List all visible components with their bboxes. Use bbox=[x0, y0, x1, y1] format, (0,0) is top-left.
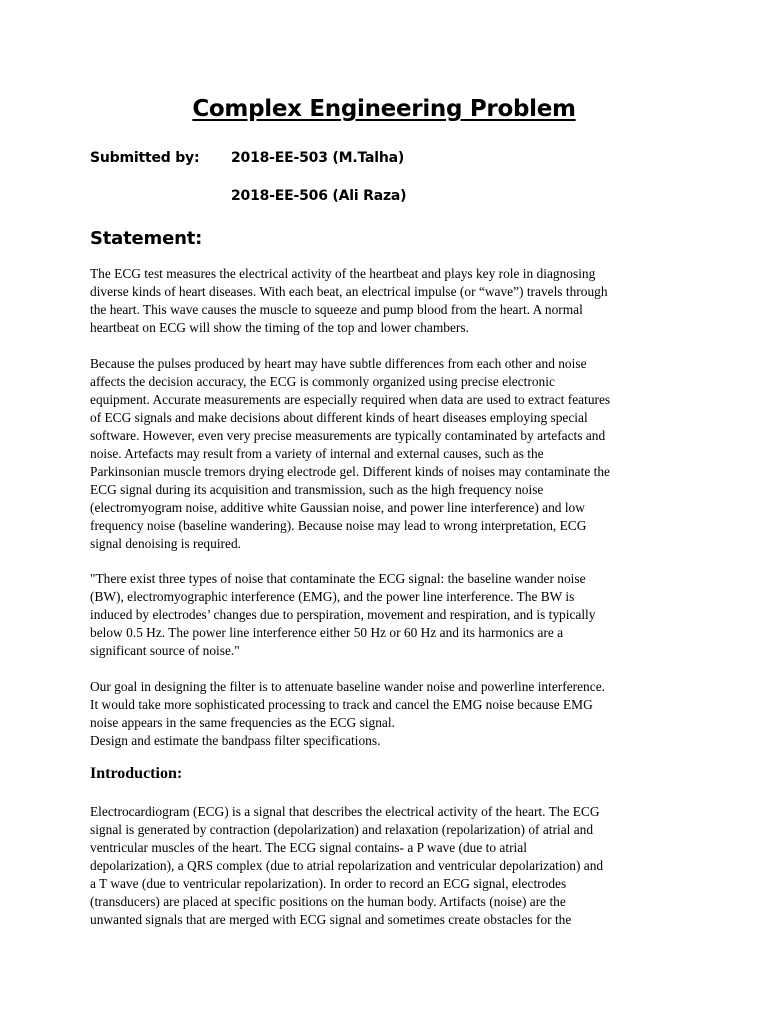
text-line: significant source of noise." bbox=[90, 643, 240, 658]
text-line: Design and estimate the bandpass filter specifications. bbox=[90, 733, 381, 748]
text-line: Our goal in designing the filter is to attenuate baseline wander noise and powerline interference. bbox=[90, 679, 605, 694]
text-line: (transducers) are placed at specific positions on the human body. Artifacts (noise) are the bbox=[90, 894, 566, 909]
text-line: frequency noise (baseline wandering). Because noise may lead to wrong interpretation, ECG bbox=[90, 518, 587, 533]
submitted-by-label: Submitted by: bbox=[90, 150, 200, 166]
text-line: (BW), electromyographic interference (EMG), and the power line interference. The BW is bbox=[90, 589, 575, 604]
paragraph-5 bbox=[90, 803, 680, 929]
text-line: signal is generated by contraction (depolarization) and relaxation (repolarization) of atrial and bbox=[90, 822, 594, 837]
text-line: induced by electrodes’ changes due to perspiration, movement and respiration, and is typically bbox=[90, 607, 596, 622]
paragraph-3 bbox=[90, 570, 680, 660]
text-line: heartbeat on ECG will show the timing of the top and lower chambers. bbox=[90, 320, 469, 335]
introduction-heading: Introduction: bbox=[90, 765, 183, 782]
paragraph-4 bbox=[90, 678, 680, 750]
text-line: software. However, even very precise measurements are typically contaminated by artefacts and bbox=[90, 428, 606, 443]
text-line: noise appears in the same frequencies as the ECG signal. bbox=[90, 715, 395, 730]
text-line: It would take more sophisticated processing to track and cancel the EMG noise because EMG bbox=[90, 697, 593, 712]
text-line: Because the pulses produced by heart may have subtle differences from each other and noise bbox=[90, 356, 587, 371]
paragraph-1 bbox=[90, 265, 680, 337]
text-line: Parkinsonian muscle tremors drying electrode gel. Different kinds of noises may contaminate the bbox=[90, 464, 610, 479]
text-line: ECG signal during its acquisition and transmission, such as the high frequency noise bbox=[90, 482, 544, 497]
text-line: equipment. Accurate measurements are especially required when data are used to extract features bbox=[90, 392, 611, 407]
text-line: of ECG signals and make decisions about different kinds of heart diseases employing special bbox=[90, 410, 588, 425]
author-2: 2018-EE-506 (Ali Raza) bbox=[231, 188, 407, 204]
text-line: a T wave (due to ventricular repolarization). In order to record an ECG signal, electrodes bbox=[90, 876, 567, 891]
text-line: ventricular muscles of the heart. The ECG signal contains- a P wave (due to atrial bbox=[90, 840, 527, 855]
text-line: signal denoising is required. bbox=[90, 536, 241, 551]
text-line: below 0.5 Hz. The power line interference either 50 Hz or 60 Hz and its harmonics are a bbox=[90, 625, 564, 640]
text-line: Electrocardiogram (ECG) is a signal that describes the electrical activity of the heart. The ECG bbox=[90, 804, 600, 819]
text-line: "There exist three types of noise that contaminate the ECG signal: the baseline wander noise bbox=[90, 571, 586, 586]
paragraph-2 bbox=[90, 355, 680, 553]
text-line: unwanted signals that are merged with ECG signal and sometimes create obstacles for the bbox=[90, 912, 572, 927]
statement-heading: Statement: bbox=[90, 228, 203, 249]
text-line: diverse kinds of heart diseases. With each beat, an electrical impulse (or “wave”) travels through bbox=[90, 284, 608, 299]
text-line: depolarization), a QRS complex (due to atrial repolarization and ventricular depolarization) and bbox=[90, 858, 604, 873]
text-line: affects the decision accuracy, the ECG is commonly organized using precise electronic bbox=[90, 374, 555, 389]
text-line: the heart. This wave causes the muscle to squeeze and pump blood from the heart. A normal bbox=[90, 302, 583, 317]
text-line: (electromyogram noise, additive white Gaussian noise, and power line interference) and low bbox=[90, 500, 585, 515]
text-line: The ECG test measures the electrical activity of the heartbeat and plays key role in diagnosing bbox=[90, 266, 596, 281]
text-line: noise. Artefacts may result from a variety of internal and external causes, such as the bbox=[90, 446, 544, 461]
author-1: 2018-EE-503 (M.Talha) bbox=[231, 150, 405, 166]
document-title: Complex Engineering Problem bbox=[192, 96, 576, 122]
